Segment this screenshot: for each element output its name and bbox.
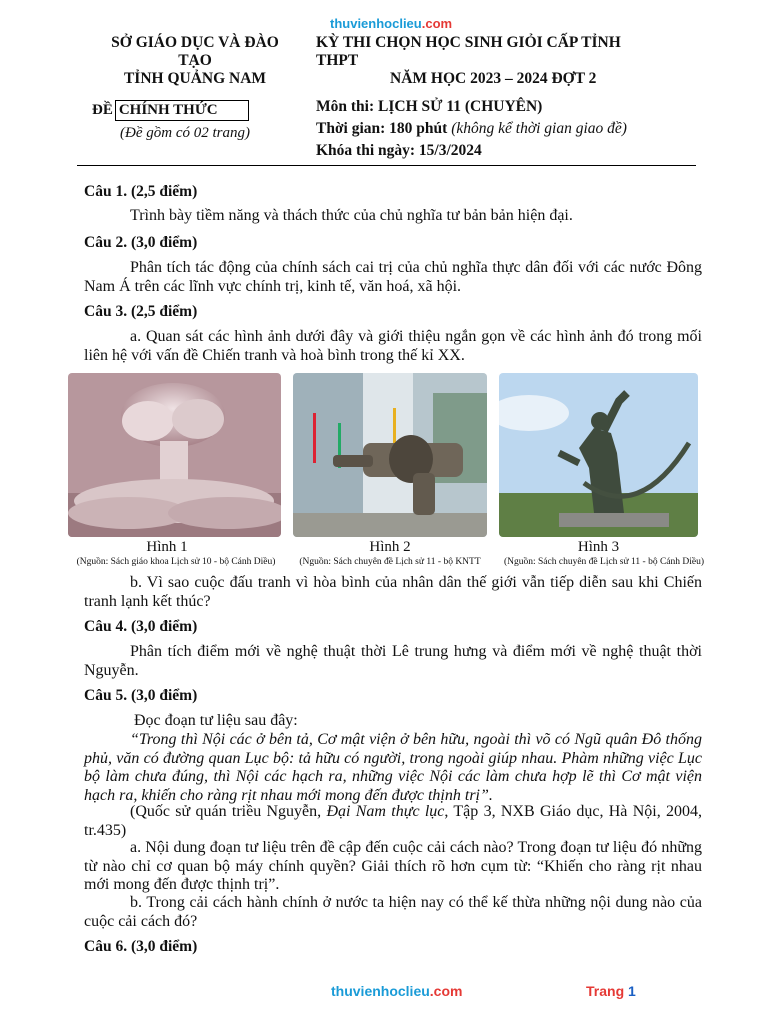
q5-title: Câu 5. (3,0 điểm) (84, 687, 198, 704)
q2-text: Phân tích tác động của chính sách cai trị của chủ nghĩa thực dân đối với các nước Đông Nam Á trên các lĩnh vực chính trị, kinh tế, văn hoá, xã hội. (84, 259, 702, 295)
figure-2-caption: Hình 2 (369, 539, 411, 555)
q3-part-b: b. Vì sao cuộc đấu tranh vì hòa bình của nhân dân thế giới vẫn tiếp diễn sau khi Chiến tranh lạnh kết thúc? (84, 574, 702, 610)
official-badge-row: ĐỀ CHÍNH THỨC (92, 100, 249, 121)
q5-part-b: b. Trong cải cách hành chính ở nước ta hiện nay có thể kế thừa những nội dung nào của cuộc cải cách đó? (84, 894, 702, 930)
official-badge: CHÍNH THỨC (115, 100, 249, 121)
footer-watermark: thuvienhoclieu.com (331, 983, 463, 999)
mushroom-cloud-image (68, 373, 281, 537)
q5-part-a: a. Nội dung đoạn tư liệu trên đề cập đến cuộc cải cách nào? Trong đoạn tư liệu đó những từ nào chỉ cơ quan bộ máy chính quyền? Giải thích rõ hơn cụm từ: “Khiến cho ràng rịt nhau mới mong đến được thịnh trị”. (84, 839, 702, 893)
exam-header: KỲ THI CHỌN HỌC SINH GIỎI CẤP TỈNH THPT NĂM HỌC 2023 – 2024 ĐỢT 2 (316, 34, 621, 87)
figure-1-image (68, 373, 281, 537)
page-number: Trang 1 (586, 983, 636, 999)
swords-into-plowshares-statue-image (499, 373, 698, 537)
figure-2-image (293, 373, 487, 537)
q4-title: Câu 4. (3,0 điểm) (84, 618, 198, 635)
pages-note: (Đề gồm có 02 trang) (120, 125, 250, 141)
q5-quote: “Trong thì Nội các ở bên tả, Cơ mật viện ở bên hữu, ngoài thì võ có Ngũ quân Đô thống phủ, văn có đường quan Lục bộ: tả hữu có người, trong ngoài giúp nhau. Phàm những việc Lục bộ làm chưa đúng, thì Nội các hạch ra, những việc Nội các làm chưa hợp lẽ thì Cơ mật viện hạch ra, khiến cho ràng rịt nhau mới mong đến được thịnh trị”. (84, 731, 702, 804)
top-watermark: thuvienhoclieu.com (330, 16, 453, 31)
figure-1-caption: Hình 1 (146, 539, 188, 555)
q3-title: Câu 3. (2,5 điểm) (84, 303, 198, 320)
knotted-gun-sculpture-image (293, 373, 487, 537)
exam-info (316, 96, 627, 162)
q3-part-a: a. Quan sát các hình ảnh dưới đây và giới thiệu ngắn gọn về các hình ảnh đó trong mối liên hệ với vấn đề Chiến tranh và hoà bình trong thế kỉ XX. (84, 328, 702, 364)
figure-1-source: (Nguồn: Sách giáo khoa Lịch sử 10 - bộ Cánh Diều) (76, 557, 276, 567)
q2-title: Câu 2. (3,0 điểm) (84, 234, 198, 251)
q4-text: Phân tích điểm mới về nghệ thuật thời Lê trung hưng và điểm mới về nghệ thuật thời Nguyễn. (84, 643, 702, 679)
exam-date: Khóa thi ngày: 15/3/2024 (316, 142, 482, 159)
figure-3-image (499, 373, 698, 537)
q5-intro: Đọc đoạn tư liệu sau đây: (134, 712, 298, 729)
figure-3-caption: Hình 3 (577, 539, 620, 555)
subject: Môn thi: LỊCH SỬ 11 (CHUYÊN) (316, 98, 543, 115)
q6-title: Câu 6. (3,0 điểm) (84, 938, 198, 955)
organization-header: SỞ GIÁO DỤC VÀ ĐÀO TẠO TỈNH QUẢNG NAM (111, 34, 279, 87)
q1-title: Câu 1. (2,5 điểm) (84, 183, 198, 200)
q5-source: (Quốc sử quán triều Nguyễn, Đại Nam thực lục, Tập 3, NXB Giáo dục, Hà Nội, 2004, tr.435) (84, 803, 702, 839)
figure-3-source: (Nguồn: Sách chuyên đề Lịch sử 11 - bộ Cánh Diều) (503, 557, 705, 567)
figure-2-source: (Nguồn: Sách chuyên đề Lịch sử 11 - bộ KNTT (299, 557, 481, 567)
header-divider (77, 165, 696, 166)
time: Thời gian: 180 phút (không kể thời gian giao đề) (316, 120, 627, 137)
q1-text: Trình bày tiềm năng và thách thức của chủ nghĩa tư bản bản hiện đại. (130, 207, 573, 224)
